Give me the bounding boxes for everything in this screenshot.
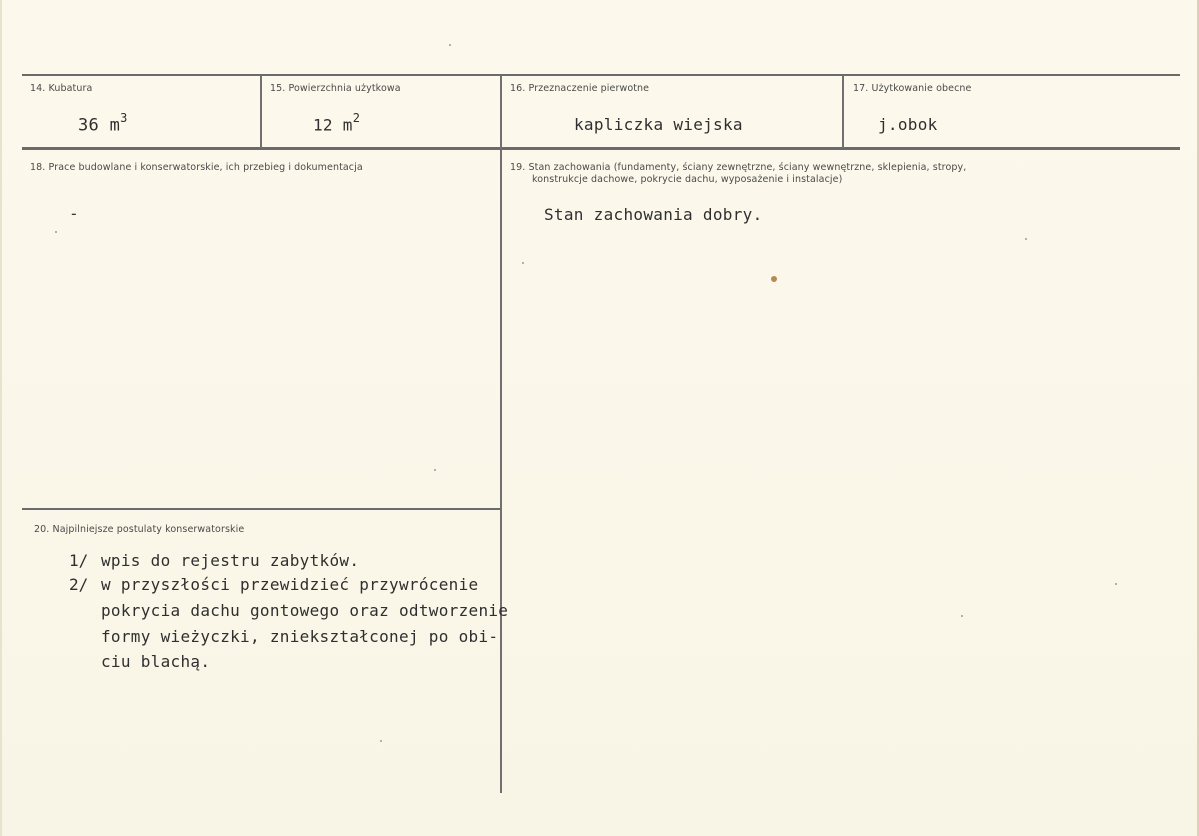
section-20-rule: [22, 508, 500, 510]
postulate-1-line-1: wpis do rejestru zabytków.: [101, 551, 360, 570]
paper-stain: [771, 276, 777, 282]
paper-speck: [380, 740, 382, 742]
field-17-value: j.obok: [878, 115, 938, 134]
col-divider-2: [500, 75, 502, 793]
postulate-2-line-2: pokrycia dachu gontowego oraz odtworzenie: [101, 601, 509, 620]
paper-speck: [1025, 238, 1027, 240]
field-15-exponent: 2: [352, 111, 361, 125]
col-divider-1: [260, 75, 262, 148]
field-19-label-line2: konstrukcje dachowe, pokrycie dachu, wyposażenie i instalacje): [532, 174, 843, 185]
paper-speck: [449, 44, 451, 46]
top-rule: [22, 74, 1180, 76]
paper-speck: [961, 615, 963, 617]
field-19-label-line1: 19. Stan zachowania (fundamenty, ściany zewnętrzne, ściany wewnętrzne, sklepienia, stropy,: [510, 162, 967, 173]
field-15-label: 15. Powierzchnia użytkowa: [270, 83, 401, 94]
field-16-value: kapliczka wiejska: [574, 115, 743, 134]
field-14-value: [78, 113, 128, 136]
field-18-label: 18. Prace budowlane i konserwatorskie, ich przebieg i dokumentacja: [30, 162, 363, 173]
paper-speck: [55, 231, 57, 233]
postulate-1-number: 1/: [69, 551, 89, 570]
paper-speck: [522, 262, 524, 264]
field-19-value: Stan zachowania dobry.: [544, 205, 763, 224]
field-14-exponent: 3: [120, 111, 128, 125]
field-15-value: [313, 113, 360, 134]
row-rule: [22, 147, 1180, 150]
postulate-2-number: 2/: [69, 575, 89, 594]
field-20-label: 20. Najpilniejsze postulaty konserwatorskie: [34, 524, 245, 535]
field-14-value-text: 36 m: [78, 115, 121, 136]
field-18-value: -: [69, 204, 79, 223]
postulate-2-line-1: w przyszłości przewidzieć przywrócenie: [101, 575, 479, 594]
paper-speck: [434, 469, 436, 471]
postulate-2-line-3: formy wieżyczki, zniekształconej po obi-: [101, 627, 499, 646]
field-16-label: 16. Przeznaczenie pierwotne: [510, 83, 650, 94]
field-15-value-text: 12 m: [313, 115, 353, 135]
paper-speck: [1115, 583, 1117, 585]
col-divider-3: [842, 75, 844, 148]
field-17-label: 17. Użytkowanie obecne: [853, 83, 972, 94]
postulate-2-line-4: ciu blachą.: [101, 652, 211, 671]
field-14-label: 14. Kubatura: [30, 83, 93, 94]
